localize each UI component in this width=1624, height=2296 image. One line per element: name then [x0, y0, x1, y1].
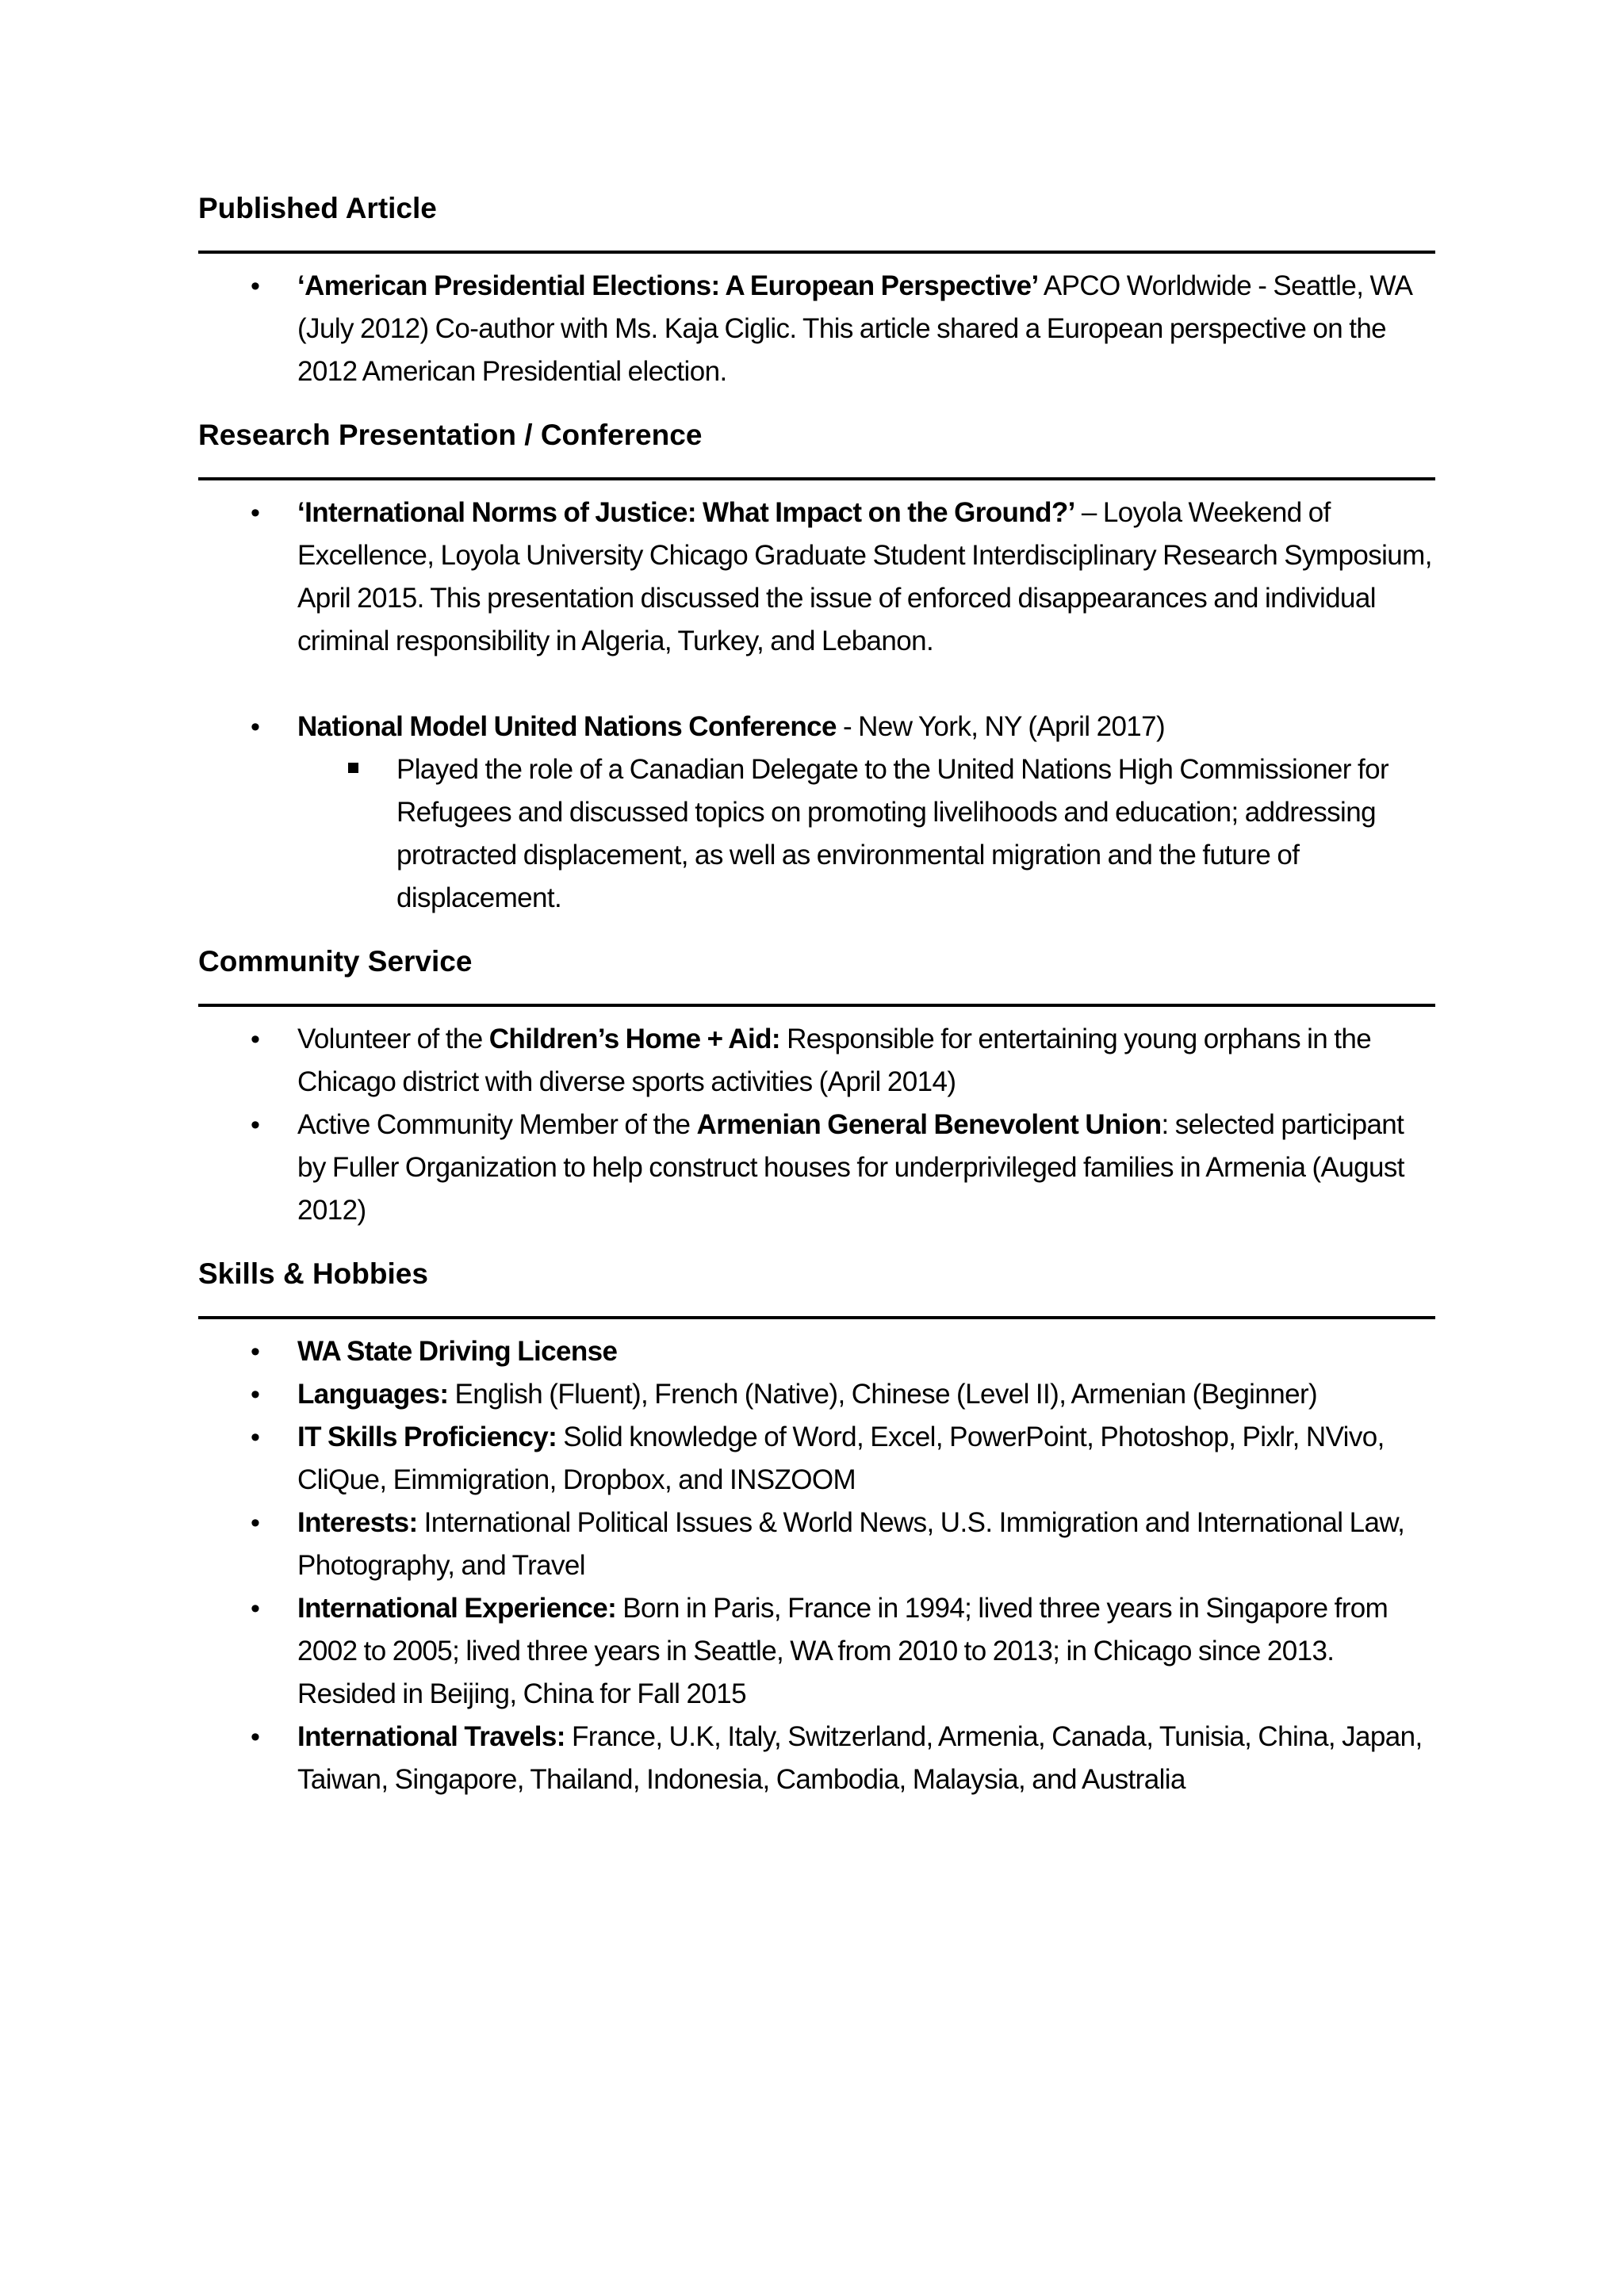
- bullet-icon: •: [251, 1024, 260, 1054]
- item-title: Children’s Home + Aid:: [488, 1024, 780, 1054]
- research-list: [198, 492, 1435, 920]
- list-item: [198, 1502, 1435, 1587]
- list-item: [198, 1018, 1435, 1104]
- bullet-icon: •: [251, 1594, 260, 1624]
- item-text: APCO Worldwide - Seattle, WA (July 2012) Co-author with Ms. Kaja Ciglic. This article shared a European perspective on the 2012 American Presidential election.: [297, 270, 1411, 387]
- bullet-icon: •: [251, 1508, 260, 1538]
- bullet-icon: •: [251, 1722, 260, 1752]
- bullet-icon: •: [251, 1110, 260, 1140]
- list-item: [198, 492, 1435, 663]
- item-title: National Model United Nations Conference: [297, 711, 837, 742]
- bullet-icon: •: [251, 1380, 260, 1410]
- bullet-icon: •: [251, 1337, 260, 1367]
- sub-list: [297, 748, 1435, 920]
- item-text: – Loyola Weekend of Excellence, Loyola University Chicago Graduate Student Interdisciplinary Research Symposium, April 2015. This presentation discussed the issue of enforced disappearances and individual criminal responsibility in Algeria, Turkey, and Lebanon.: [297, 497, 1432, 656]
- bullet-icon: •: [251, 1422, 260, 1452]
- list-item: [198, 1373, 1435, 1416]
- section-published-article: [198, 190, 1435, 393]
- item-title: International Experience:: [297, 1593, 617, 1624]
- sub-list-item: [297, 748, 1435, 920]
- item-prefix: Active Community Member of the: [297, 1109, 697, 1140]
- item-text: : selected participant by Fuller Organization to help construct houses for underprivileged families in Armenia (August 2012): [297, 1109, 1404, 1226]
- published-list: [198, 265, 1435, 393]
- item-text: Solid knowledge of Word, Excel, PowerPoint, Photoshop, Pixlr, NVivo, CliQue, Eimmigration, Dropbox, and INSZOOM: [297, 1422, 1385, 1495]
- resume-page: [198, 190, 1435, 1825]
- bullet-icon: •: [251, 712, 260, 742]
- item-text: - New York, NY (April 2017): [836, 711, 1166, 742]
- item-title: International Travels:: [297, 1721, 565, 1752]
- section-skills-hobbies: [198, 1256, 1435, 1801]
- item-title: ‘American Presidential Elections: A European Perspective’: [297, 270, 1039, 301]
- bullet-icon: •: [251, 498, 260, 528]
- item-text: International Political Issues & World News, U.S. Immigration and International Law, Photography, and Travel: [297, 1507, 1405, 1581]
- list-item: [198, 1330, 1435, 1373]
- section-divider: [198, 477, 1435, 480]
- list-item: [198, 265, 1435, 393]
- square-bullet-icon: [348, 763, 358, 773]
- item-title: IT Skills Proficiency:: [297, 1422, 557, 1452]
- item-text: Born in Paris, France in 1994; lived three years in Singapore from 2002 to 2005; lived three years in Seattle, WA from 2010 to 2013; in Chicago since 2013. Resided in Beijing, China for Fall 2015: [297, 1593, 1388, 1709]
- section-heading: Published Article: [198, 192, 437, 224]
- section-divider: [198, 251, 1435, 254]
- list-item: [198, 1716, 1435, 1801]
- list-item: [198, 1416, 1435, 1502]
- item-text: Responsible for entertaining young orphans in the Chicago district with diverse sports activities (April 2014): [297, 1024, 1372, 1097]
- sub-item-text: Played the role of a Canadian Delegate to the United Nations High Commissioner for Refugees and discussed topics on promoting livelihoods and education; addressing protracted displacement, as well as environmental migration and the future of displacement.: [396, 754, 1389, 913]
- section-divider: [198, 1316, 1435, 1319]
- item-title: Languages:: [297, 1379, 449, 1410]
- item-title: WA State Driving License: [297, 1336, 618, 1367]
- bullet-icon: •: [251, 271, 260, 301]
- section-heading: Community Service: [198, 945, 473, 978]
- list-item: [198, 706, 1435, 920]
- item-text: France, U.K, Italy, Switzerland, Armenia, Canada, Tunisia, China, Japan, Taiwan, Singapore, Thailand, Indonesia, Cambodia, Malaysia, and Australia: [297, 1721, 1423, 1795]
- item-text: English (Fluent), French (Native), Chinese (Level II), Armenian (Beginner): [448, 1379, 1318, 1410]
- section-heading: Skills & Hobbies: [198, 1257, 428, 1290]
- community-list: [198, 1018, 1435, 1232]
- item-prefix: Volunteer of the: [297, 1024, 489, 1054]
- list-item: [198, 1104, 1435, 1232]
- section-divider: [198, 1004, 1435, 1007]
- section-heading: Research Presentation / Conference: [198, 419, 703, 451]
- item-title: Interests:: [297, 1507, 418, 1538]
- skills-list: [198, 1330, 1435, 1801]
- item-title: ‘International Norms of Justice: What Impact on the Ground?’: [297, 497, 1075, 528]
- item-title: Armenian General Benevolent Union: [696, 1109, 1162, 1140]
- list-item: [198, 1587, 1435, 1716]
- section-research-presentation: [198, 417, 1435, 920]
- section-community-service: [198, 943, 1435, 1232]
